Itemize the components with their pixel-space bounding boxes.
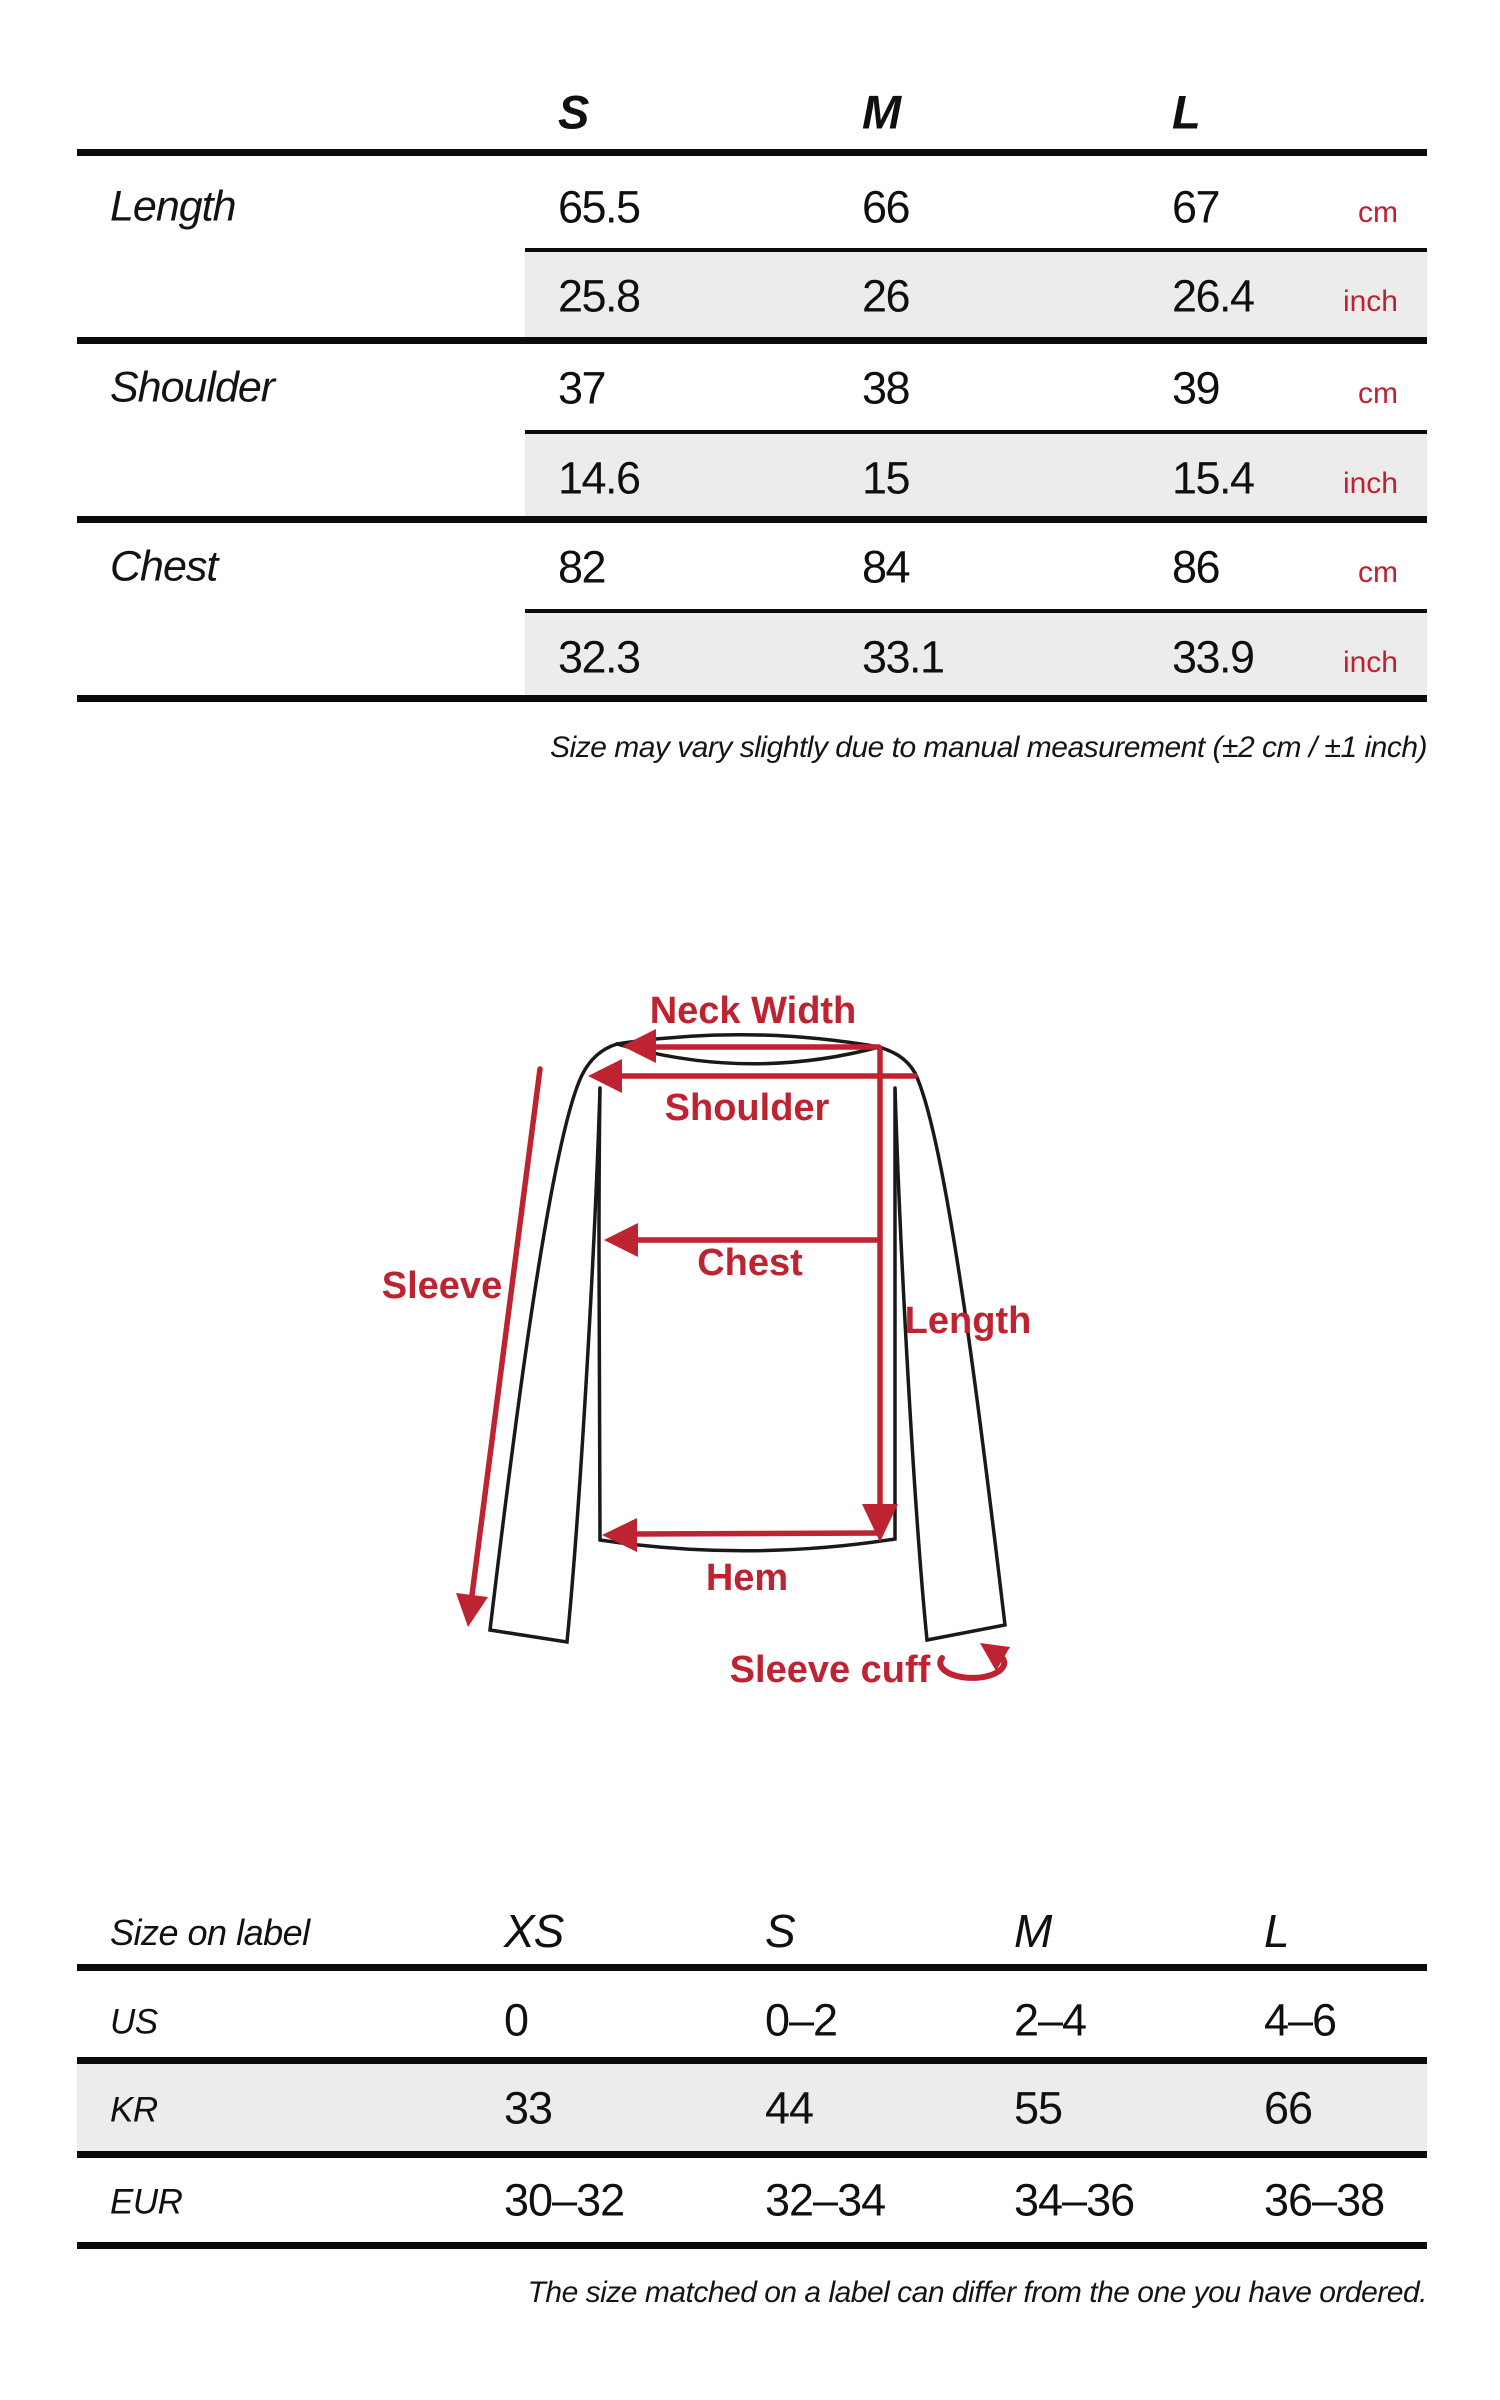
eur-xs: 30–32 <box>504 2174 625 2226</box>
unit-label-cm: cm <box>1358 196 1398 229</box>
chest-arrowhead <box>604 1223 638 1257</box>
cm-inch-divider <box>525 430 1427 434</box>
us-xs: 0 <box>504 1994 529 2046</box>
unit-label-cm: cm <box>1358 377 1398 410</box>
row-label-chest: Chest <box>110 542 218 591</box>
cm-inch-divider <box>525 609 1427 613</box>
sleeve-label: Sleeve <box>381 1265 503 1308</box>
neck-width-arrowhead <box>622 1029 656 1063</box>
conversion-size-xs: XS <box>504 1905 564 1957</box>
chest-inch-s: 32.3 <box>558 631 640 683</box>
table-rule <box>77 2151 1427 2158</box>
cm-inch-divider <box>525 248 1427 252</box>
length-inch-m: 26 <box>862 270 910 322</box>
row-label-length: Length <box>110 182 236 231</box>
shoulder-cm-l: 39 <box>1172 362 1220 414</box>
hem-label: Hem <box>705 1557 789 1600</box>
unit-label-inch: inch <box>1342 646 1398 679</box>
diagram-labels <box>382 990 1032 1691</box>
measurement-note: Size may vary slightly due to manual measurement (±2 cm / ±1 inch) <box>550 731 1427 764</box>
right-sleeve <box>879 1047 1005 1640</box>
table-rule <box>77 516 1427 523</box>
sleeve-cuff-label: Sleeve cuff <box>729 1649 931 1692</box>
size-column-header-l: L <box>1172 85 1200 139</box>
shoulder-inch-s: 14.6 <box>558 452 640 504</box>
table-rule <box>77 2242 1427 2249</box>
sleeve-arrowhead <box>456 1593 488 1627</box>
table-rule <box>77 1964 1427 1971</box>
shoulder-cm-s: 37 <box>558 362 606 414</box>
table-rule <box>77 695 1427 702</box>
size-column-header-m: M <box>862 85 901 139</box>
length-cm-s: 65.5 <box>558 181 640 233</box>
shoulder-arrowhead <box>588 1059 622 1093</box>
unit-label-inch: inch <box>1342 285 1398 318</box>
table-rule <box>77 2057 1427 2064</box>
table-rule <box>77 337 1427 344</box>
length-label: Length <box>904 1300 1032 1343</box>
chest-cm-m: 84 <box>862 541 910 593</box>
us-s: 0–2 <box>765 1994 838 2046</box>
conversion-size-m: M <box>1014 1905 1052 1957</box>
length-inch-s: 25.8 <box>558 270 640 322</box>
hem-line <box>636 1533 880 1534</box>
us-m: 2–4 <box>1014 1994 1087 2046</box>
neck-width-label: Neck Width <box>649 990 857 1033</box>
eur-l: 36–38 <box>1264 2174 1385 2226</box>
shoulder-inch-l: 15.4 <box>1172 452 1254 504</box>
eur-s: 32–34 <box>765 2174 886 2226</box>
length-inch-l: 26.4 <box>1172 270 1254 322</box>
row-label-us: US <box>110 2002 158 2042</box>
chest-label: Chest <box>697 1242 803 1285</box>
size-column-header-s: S <box>558 85 589 139</box>
shoulder-cm-m: 38 <box>862 362 910 414</box>
kr-s: 44 <box>765 2082 814 2134</box>
garment-diagram <box>350 950 1120 1900</box>
chest-inch-m: 33.1 <box>862 631 944 683</box>
body-and-hem <box>599 1090 895 1551</box>
conversion-header-label: Size on label <box>110 1912 310 1953</box>
conversion-size-s: S <box>765 1905 795 1957</box>
chest-cm-l: 86 <box>1172 541 1220 593</box>
unit-label-inch: inch <box>1342 467 1398 500</box>
kr-l: 66 <box>1264 2082 1313 2134</box>
unit-label-cm: cm <box>1358 556 1398 589</box>
row-label-eur: EUR <box>110 2182 183 2222</box>
shoulder-label: Shoulder <box>664 1087 830 1130</box>
row-label-shoulder: Shoulder <box>110 363 275 412</box>
length-cm-m: 66 <box>862 181 910 233</box>
eur-m: 34–36 <box>1014 2174 1135 2226</box>
us-l: 4–6 <box>1264 1994 1337 2046</box>
table-rule <box>77 149 1427 156</box>
shoulder-inch-m: 15 <box>862 452 910 504</box>
length-arrowhead <box>862 1504 898 1542</box>
conversion-size-l: L <box>1264 1905 1289 1957</box>
conversion-note: The size matched on a label can differ from the one you have ordered. <box>527 2276 1427 2309</box>
kr-m: 55 <box>1014 2082 1063 2134</box>
kr-xs: 33 <box>504 2082 553 2134</box>
length-cm-l: 67 <box>1172 181 1220 233</box>
chest-inch-l: 33.9 <box>1172 631 1254 683</box>
chest-cm-s: 82 <box>558 541 606 593</box>
hem-arrowhead <box>602 1518 637 1552</box>
row-label-kr: KR <box>110 2090 158 2130</box>
kr-row-shading <box>77 2064 1427 2151</box>
